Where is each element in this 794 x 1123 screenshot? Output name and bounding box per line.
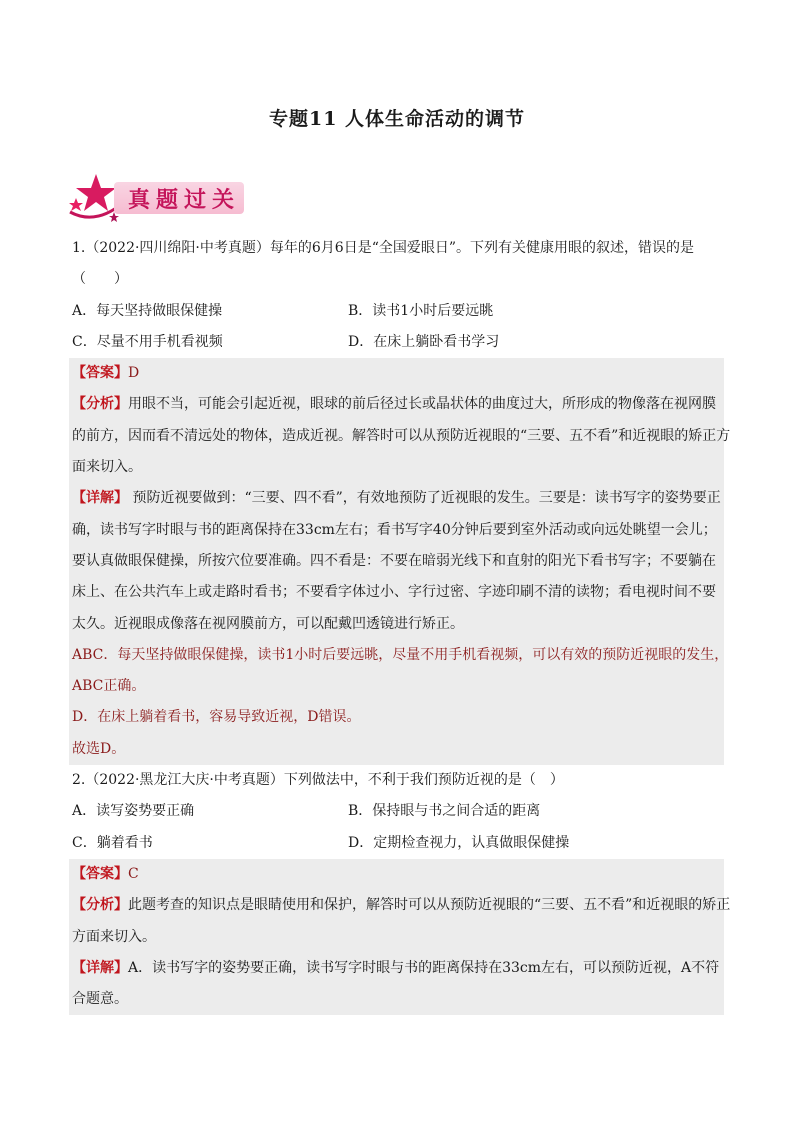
- analysis-text: 此题考查的知识点是眼睛使用和保护，解答时可以从预防近视眼的“三要、五不看”和近视眼的矫正: [128, 897, 731, 914]
- answer-tag: 【答案】: [72, 365, 128, 382]
- answer-block: [69, 859, 731, 1015]
- answer-value: D: [128, 365, 140, 382]
- options-row: [72, 796, 724, 827]
- detail-line: 合题意。: [72, 991, 128, 1008]
- options-row: [72, 327, 724, 358]
- banner-label: 真题过关: [128, 188, 241, 213]
- detail-line: 床上、在公共汽车上或走路时看书；不要看字体过小、字行过密、字迹印刷不清的读物；看电视时间不要: [72, 584, 716, 601]
- detail-line: [72, 953, 724, 984]
- analysis-tag: 【分析】: [72, 396, 128, 413]
- analysis-tag: 【分析】: [72, 897, 128, 914]
- option-b: B．读书1小时后要远眺: [348, 302, 494, 319]
- detail-line: D．在床上躺着看书，容易导致近视，D错误。: [72, 709, 361, 726]
- option-c: C．躺着看书: [72, 834, 153, 851]
- question-stem: 2.（2022·黑龙江大庆·中考真题）下列做法中，不利于我们预防近视的是（ ）: [72, 772, 564, 789]
- analysis-line: [72, 389, 724, 420]
- answer-tag: 【答案】: [72, 865, 128, 882]
- question-2: [72, 765, 731, 1015]
- analysis-line: 面来切入。: [72, 459, 142, 476]
- option-a: A．读写姿势要正确: [72, 803, 195, 820]
- detail-tag: 【详解】: [72, 959, 128, 976]
- section-banner: [66, 172, 256, 224]
- option-d: D．在床上躺卧看书学习: [348, 333, 500, 350]
- detail-line: 要认真做眼保健操，所按穴位要准确。四不看是：不要在暗弱光线下和直射的阳光下看书写字；不要躺在: [72, 552, 716, 569]
- option-a: A．每天坚持做眼保健操: [72, 302, 223, 319]
- options-row: [72, 828, 724, 859]
- answer-value: C: [128, 865, 139, 882]
- detail-line: 太久。近视眼成像落在视网膜前方，可以配戴凹透镜进行矫正。: [72, 615, 464, 632]
- detail-line: 确，读书写字时眼与书的距离保持在33cm左右；看书写字40分钟后要到室外活动或向远处眺望一会儿；: [72, 521, 717, 538]
- detail-text: 预防近视要做到：“三要、四不看”，有效地预防了近视眼的发生。三要是：读书写字的姿势要正: [128, 490, 721, 507]
- answer-line: [72, 358, 724, 389]
- detail-line: ABC正确。: [72, 678, 146, 695]
- page-title: 专题11 人体生命活动的调节: [268, 108, 526, 130]
- answer-line: [72, 859, 724, 890]
- question-stem-tail: （ ）: [72, 271, 128, 288]
- option-d: D．定期检查视力，认真做眼保健操: [348, 834, 570, 851]
- analysis-line: 方面来切入。: [72, 928, 156, 945]
- detail-line: 故选D。: [72, 740, 126, 757]
- detail-line: ABC．每天坚持做眼保健操，读书1小时后要远眺，尽量不用手机看视频，可以有效的预防近视眼的发生，: [72, 646, 729, 663]
- option-c: C．尽量不用手机看视频: [72, 333, 223, 350]
- options-row: [72, 296, 724, 327]
- detail-text: A．读书写字的姿势要正确，读书写字时眼与书的距离保持在33cm左右，可以预防近视，A不符: [128, 959, 720, 976]
- question-1: [72, 233, 731, 765]
- analysis-line: [72, 890, 731, 921]
- question-stem: 1.（2022·四川绵阳·中考真题）每年的6月6日是“全国爱眼日”。下列有关健康用眼的叙述，错误的是: [72, 240, 695, 256]
- analysis-text: 用眼不当，可能会引起近视，眼球的前后径过长或晶状体的曲度过大，所形成的物像落在视网膜: [128, 396, 716, 413]
- detail-tag: 【详解】: [72, 490, 128, 507]
- detail-line: [72, 483, 724, 514]
- question-list: [72, 233, 731, 1015]
- answer-block: [69, 358, 731, 765]
- analysis-line: 的前方，因而看不清远处的物体，造成近视。解答时可以从预防近视眼的“三要、五不看”和近视眼的矫正方: [72, 427, 731, 444]
- option-b: B．保持眼与书之间合适的距离: [348, 803, 541, 820]
